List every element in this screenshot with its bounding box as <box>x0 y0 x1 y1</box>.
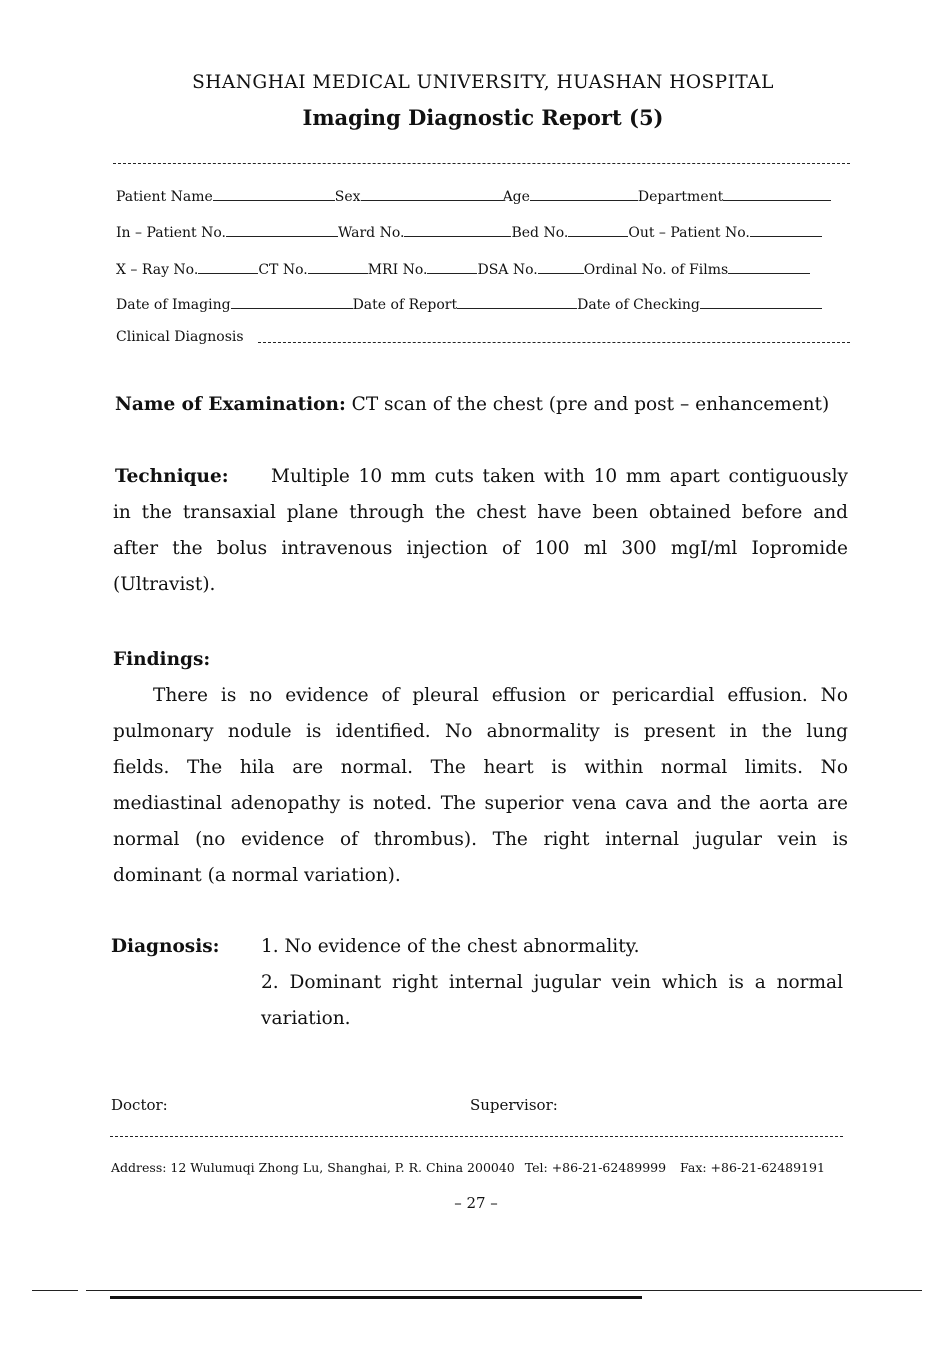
scan-edge-line-left <box>32 1290 78 1291</box>
in-patient-no-label: In – Patient No. <box>116 225 226 241</box>
page-number: – 27 – <box>454 1194 498 1212</box>
footer-tel: Tel: +86-21-62489999 <box>524 1160 667 1175</box>
date-report-label: Date of Report <box>352 297 458 313</box>
examination-label: Name of Examination: <box>115 394 346 415</box>
footer-address: Address: 12 Wulumuqi Zhong Lu, Shanghai, P. R. China 200040 <box>111 1160 515 1175</box>
mri-no-field[interactable] <box>427 259 477 274</box>
ct-no-field[interactable] <box>308 259 368 274</box>
date-checking-field[interactable] <box>700 294 822 309</box>
diagnosis-item-1: 1. No evidence of the chest abnormality. <box>261 936 640 957</box>
examination-line <box>115 387 829 423</box>
clinical-diagnosis-label: Clinical Diagnosis <box>116 329 244 345</box>
in-patient-no-field[interactable] <box>226 222 338 237</box>
ward-no-field[interactable] <box>404 222 511 237</box>
diagnosis-label: Diagnosis: <box>111 936 220 957</box>
findings-line-2: pulmonary nodule is identified. No abnormality is present in the lung <box>113 721 848 742</box>
sex-field[interactable] <box>361 186 503 201</box>
sex-label: Sex <box>334 189 361 205</box>
form-row-1 <box>116 186 831 205</box>
supervisor-label: Supervisor: <box>470 1096 558 1114</box>
technique-line-4: (Ultravist). <box>113 574 216 595</box>
date-checking-label: Date of Checking <box>577 297 700 313</box>
out-patient-no-label: Out – Patient No. <box>628 225 750 241</box>
out-patient-no-field[interactable] <box>750 222 822 237</box>
form-row-2 <box>116 222 822 241</box>
date-imaging-label: Date of Imaging <box>116 297 231 313</box>
patient-name-field[interactable] <box>213 186 335 201</box>
findings-line-4: mediastinal adenopathy is noted. The superior vena cava and the aorta are <box>113 793 848 814</box>
hospital-name: SHANGHAI MEDICAL UNIVERSITY, HUASHAN HOSPITAL <box>192 72 774 93</box>
technique-text-1: Multiple 10 mm cuts taken with 10 mm apart contiguously <box>271 466 848 487</box>
date-report-field[interactable] <box>457 294 577 309</box>
form-row-5 <box>116 329 244 345</box>
age-field[interactable] <box>530 186 638 201</box>
ward-no-label: Ward No. <box>337 225 405 241</box>
findings-line-1: There is no evidence of pleural effusion or pericardial effusion. No <box>153 685 848 706</box>
scan-edge-thick-line <box>110 1296 642 1299</box>
footer-contact <box>111 1160 825 1175</box>
ct-no-label: CT No. <box>258 262 308 278</box>
doctor-label: Doctor: <box>111 1096 168 1114</box>
diagnosis-item-2: 2. Dominant right internal jugular vein which is a normal <box>261 972 843 993</box>
patient-name-label: Patient Name <box>116 189 213 205</box>
footer-fax: Fax: +86-21-62489191 <box>680 1160 825 1175</box>
bed-no-label: Bed No. <box>511 225 569 241</box>
report-title: Imaging Diagnostic Report (5) <box>302 105 664 130</box>
dsa-no-label: DSA No. <box>477 262 538 278</box>
dsa-no-field[interactable] <box>538 259 584 274</box>
diagnosis-item-2-cont: variation. <box>261 1008 351 1029</box>
department-field[interactable] <box>723 186 831 201</box>
mri-no-label: MRI No. <box>367 262 428 278</box>
header-divider <box>113 163 850 164</box>
technique-line-1 <box>115 459 848 495</box>
xray-no-field[interactable] <box>198 259 258 274</box>
findings-label: Findings: <box>113 649 211 670</box>
xray-no-label: X – Ray No. <box>116 262 199 278</box>
examination-value: CT scan of the chest (pre and post – enhancement) <box>351 394 830 415</box>
form-row-4 <box>116 294 822 313</box>
scan-edge-line <box>86 1290 922 1291</box>
bed-no-field[interactable] <box>568 222 628 237</box>
technique-label: Technique: <box>115 466 229 487</box>
clinical-diagnosis-field[interactable] <box>258 342 850 343</box>
findings-line-6: dominant (a normal variation). <box>113 865 401 886</box>
age-label: Age <box>502 189 530 205</box>
findings-line-3: fields. The hila are normal. The heart is within normal limits. No <box>113 757 848 778</box>
findings-line-5: normal (no evidence of thrombus). The right internal jugular vein is <box>113 829 848 850</box>
technique-line-2: in the transaxial plane through the chest have been obtained before and <box>113 502 848 523</box>
technique-line-3: after the bolus intravenous injection of 100 ml 300 mgI/ml Iopromide <box>113 538 848 559</box>
form-row-3 <box>116 259 810 278</box>
department-label: Department <box>637 189 724 205</box>
footer-divider <box>110 1136 843 1137</box>
ordinal-films-field[interactable] <box>728 259 810 274</box>
ordinal-films-label: Ordinal No. of Films <box>583 262 729 278</box>
date-imaging-field[interactable] <box>231 294 353 309</box>
